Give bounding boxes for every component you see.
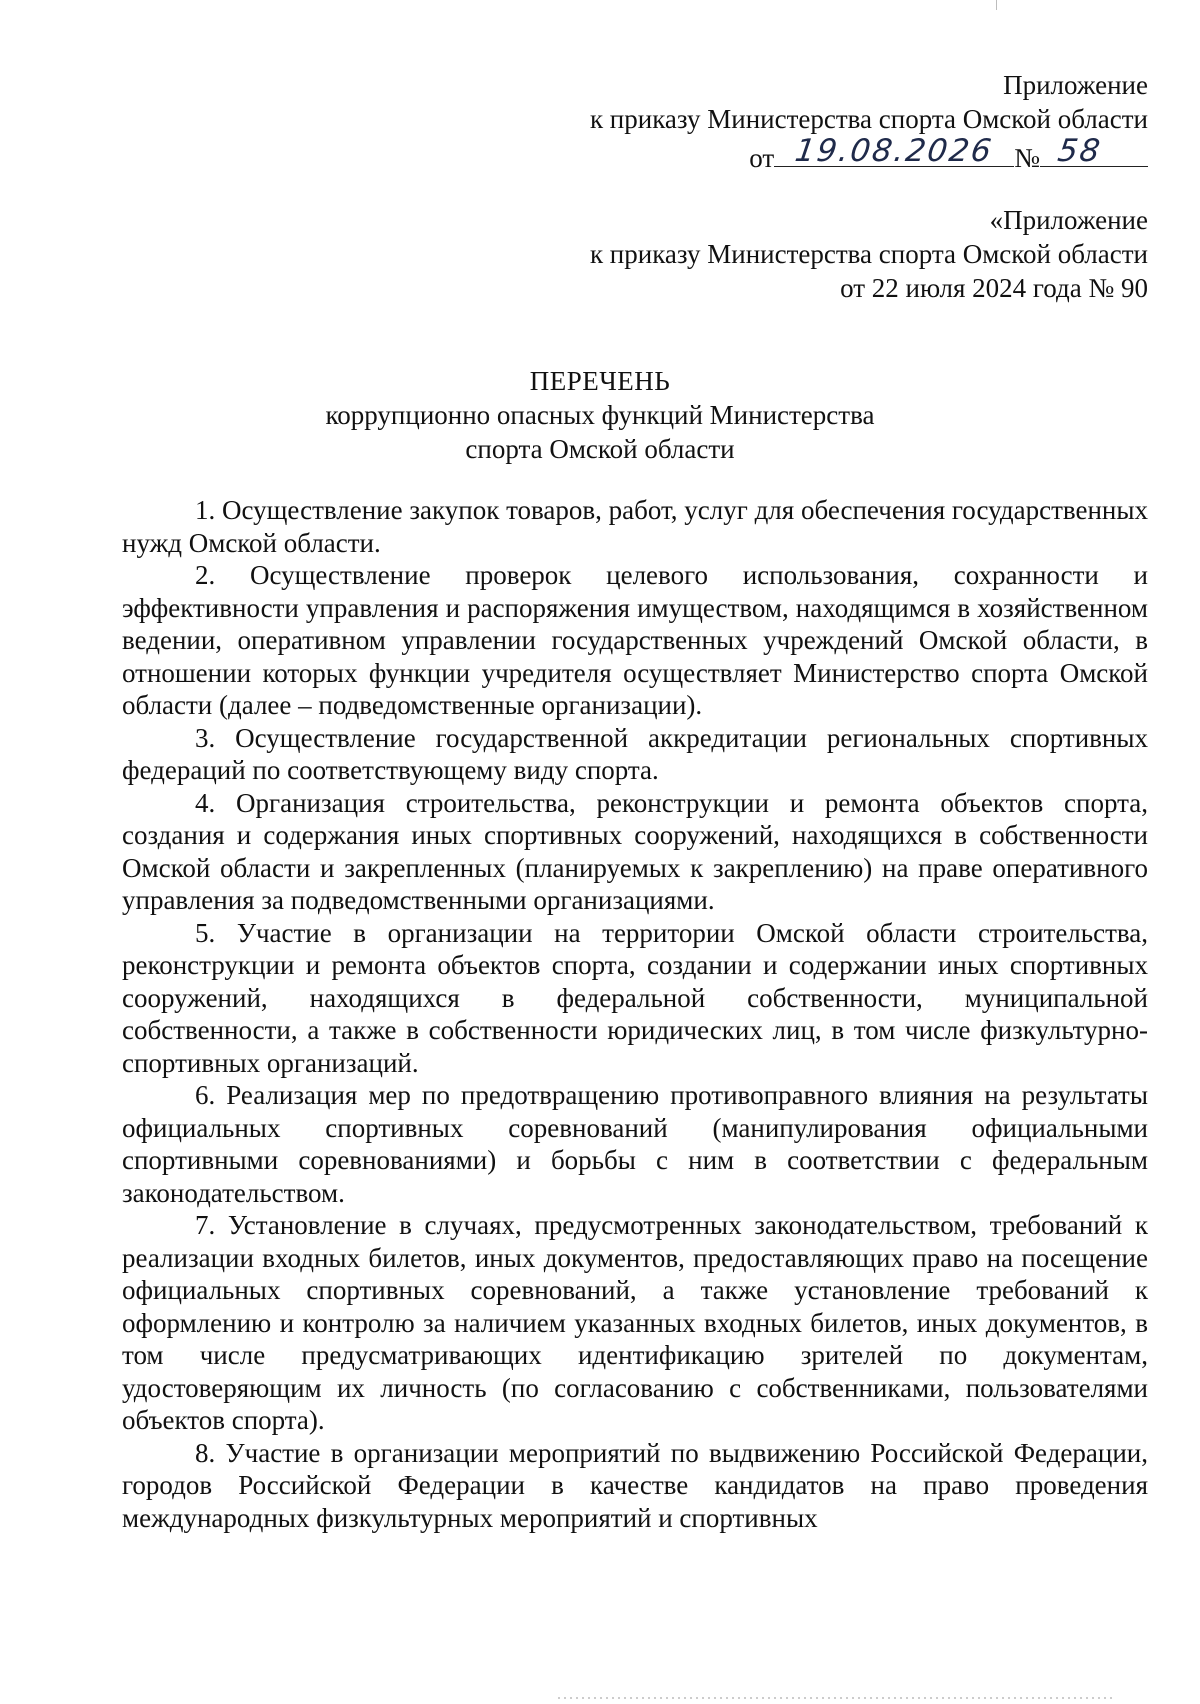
list-item: 5. Участие в организации на территории Омской области строительства, реконструкции и ремонта объектов спорта, создании и содержании иных спортивных сооружений, находящихся в федеральной собственности, муниципальной собственности, а также в собственности юридических лиц, в том числе физкультурно-спортивных организаций. xyxy=(122,917,1148,1078)
document-subtitle-line-2: спорта Омской области xyxy=(465,434,735,464)
order-date-handwritten: 19.08.2026 xyxy=(792,133,996,169)
order-date-number-row xyxy=(590,133,1148,176)
order-reference: к приказу Министерства спорта Омской области xyxy=(589,104,1148,134)
appendix-header-current xyxy=(590,68,1148,176)
document-title-block xyxy=(0,364,1200,466)
order-date-field xyxy=(774,133,1014,169)
date-prefix: от xyxy=(749,143,775,173)
list-item: 7. Установление в случаях, предусмотренных законодательством, требований к реализации входных билетов, иных документов, предоставляющих право на посещение официальных спортивных соревнований, а также установление требований к оформлению и контролю за наличием указанных входных билетов, иных документов, в том числе предусматривающих идентификацию зрителей по документам, удостоверяющим их личность (по согласованию с собственниками, пользователями объектов спорта). xyxy=(122,1210,1148,1435)
document-title: ПЕРЕЧЕНЬ xyxy=(529,366,671,396)
original-appendix-label: «Приложение xyxy=(989,205,1148,235)
scan-artifact-bottom xyxy=(556,1697,1116,1699)
number-sign: № xyxy=(1014,143,1040,173)
list-item: 8. Участие в организации мероприятий по выдвижению Российской Федерации, городов Российской Федерации в качестве кандидатов на право проведения международных физкультурных мероприятий и спортивных xyxy=(122,1437,1148,1533)
order-number-field xyxy=(1040,133,1148,169)
appendix-header-original xyxy=(590,203,1148,305)
original-order-date: от 22 июля 2024 года № 90 xyxy=(840,273,1148,303)
document-subtitle-line-1: коррупционно опасных функций Министерства xyxy=(325,400,875,430)
order-number-handwritten: 58 xyxy=(1055,133,1104,169)
list-item: 6. Реализация мер по предотвращению противоправного влияния на результаты официальных спортивных соревнований (манипулирования официальными спортивными соревнованиями) и борьбы с ним в соответствии с федеральным законодательством. xyxy=(122,1080,1148,1208)
list-item: 4. Организация строительства, реконструкции и ремонта объектов спорта, создания и содержания иных спортивных сооружений, находящихся в собственности Омской области и закрепленных (планируемых к закреплению) на праве оперативного управления за подведомственными организациями. xyxy=(122,787,1148,915)
functions-list xyxy=(122,494,1148,1534)
list-item: 2. Осуществление проверок целевого использования, сохранности и эффективности управления и распоряжения имуществом, находящимся в хозяйственном ведении, оперативном управлении государственных учреждений Омской области, в отношении которых функции учредителя осуществляет Министерство спорта Омской области (далее – подведомственные организации). xyxy=(122,560,1148,720)
list-item: 1. Осуществление закупок товаров, работ, услуг для обеспечения государственных нужд Омской области. xyxy=(122,495,1148,558)
list-item: 3. Осуществление государственной аккредитации региональных спортивных федераций по соответствующему виду спорта. xyxy=(122,722,1148,785)
scan-artifact-top xyxy=(996,0,997,10)
appendix-label: Приложение xyxy=(1003,70,1148,100)
original-order-reference: к приказу Министерства спорта Омской области xyxy=(589,239,1148,269)
